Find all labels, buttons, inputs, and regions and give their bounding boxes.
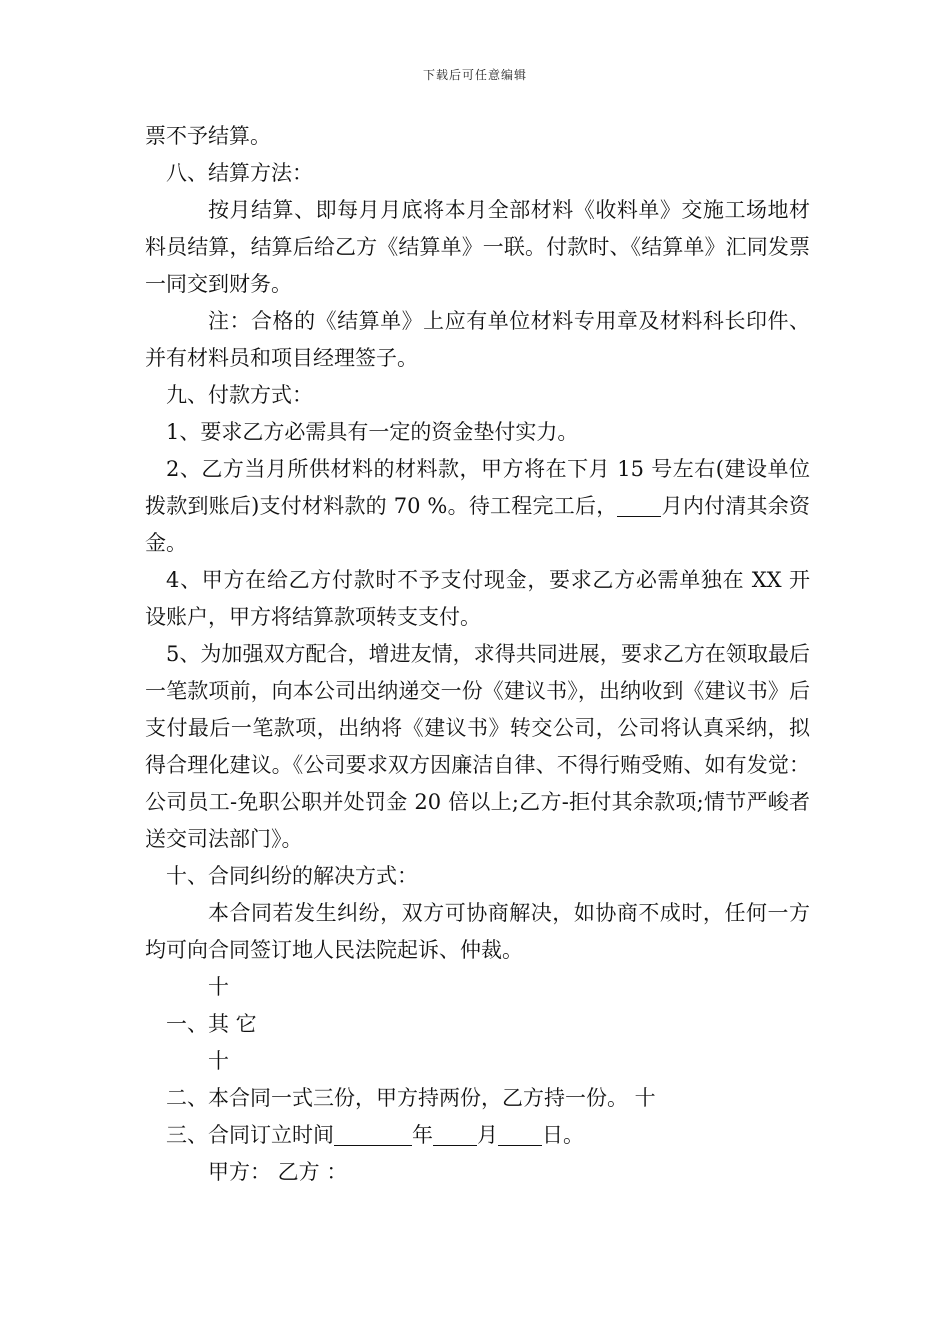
month-label: 月 [477,1123,498,1147]
section-heading-9: 九、付款方式： [166,383,313,407]
payment-item-1: 1、要求乙方必需具有一定的资金垫付实力。 [166,420,579,444]
day-label: 日。 [542,1123,584,1147]
paragraph-continuation: 票不予结算。 [145,124,271,148]
section-heading-11: 一、其 它 [166,1012,257,1036]
section-heading-12: 二、本合同一式三份，甲方持两份，乙方持一份。 十 [166,1086,656,1110]
signature-line: 甲方： 乙方 ： [208,1160,348,1184]
paragraph-settlement-note: 注：合格的《结算单》上应有单位材料专用章及材料科长印件、并有材料员和项目经理签子。 [145,309,810,370]
page-header: 下载后可任意编辑 [422,68,527,82]
section-numeral-11-part1: 十 [208,975,229,999]
section-heading-8: 八、结算方法： [166,161,313,185]
paragraph-dispute-resolution: 本合同若发生纠纷，双方可协商解决，如协商不成时，任何一方均可向合同签订地人民法院起诉、仲裁。 [145,901,810,962]
section-heading-10: 十、合同纠纷的解决方式： [166,864,418,888]
month-blank [617,494,661,517]
month-blank-date [433,1123,477,1146]
payment-item-2-tail: 月内付清其余资金。 [145,494,811,555]
payment-item-5: 5、为加强双方配合，增进友情，求得共同进展，要求乙方在领取最后一笔款项前，向本公司出纳递交一份《建议书》，出纳收到《建议书》后支付最后一笔款项，出纳将《建议书》转交公司，公司将认真采纳，拟得合理化建议。《公司要求双方因廉洁自律、不得行贿受贿、如有发觉：公司员工-免职公职并处罚金 20 倍以上;乙方-拒付其余款项;情节严峻者送交司法部门》。 [145,642,810,851]
contract-date-label: 三、合同订立时间 [166,1123,334,1147]
section-heading-13 [145,1117,810,1154]
document-body [145,118,810,1191]
payment-item-2-text: 2、乙方当月所供材料的材料款，甲方将在下月 15 号左右(建设单位拨款到账后)支付材料款的 70 %。待工程完工后， [145,457,810,518]
day-blank [498,1123,542,1146]
paragraph-settlement-method: 按月结算、即每月月底将本月全部材料《收料单》交施工场地材料员结算，结算后给乙方《结算单》一联。付款时、《结算单》汇同发票一同交到财务。 [145,198,810,296]
payment-item-4: 4、甲方在给乙方付款时不予支付现金，要求乙方必需单独在 XX 开设账户，甲方将结算款项转支支付。 [145,568,810,629]
year-label: 年 [412,1123,433,1147]
section-numeral-12-part1: 十 [208,1049,229,1073]
year-blank [334,1123,412,1146]
payment-item-2 [145,451,810,562]
